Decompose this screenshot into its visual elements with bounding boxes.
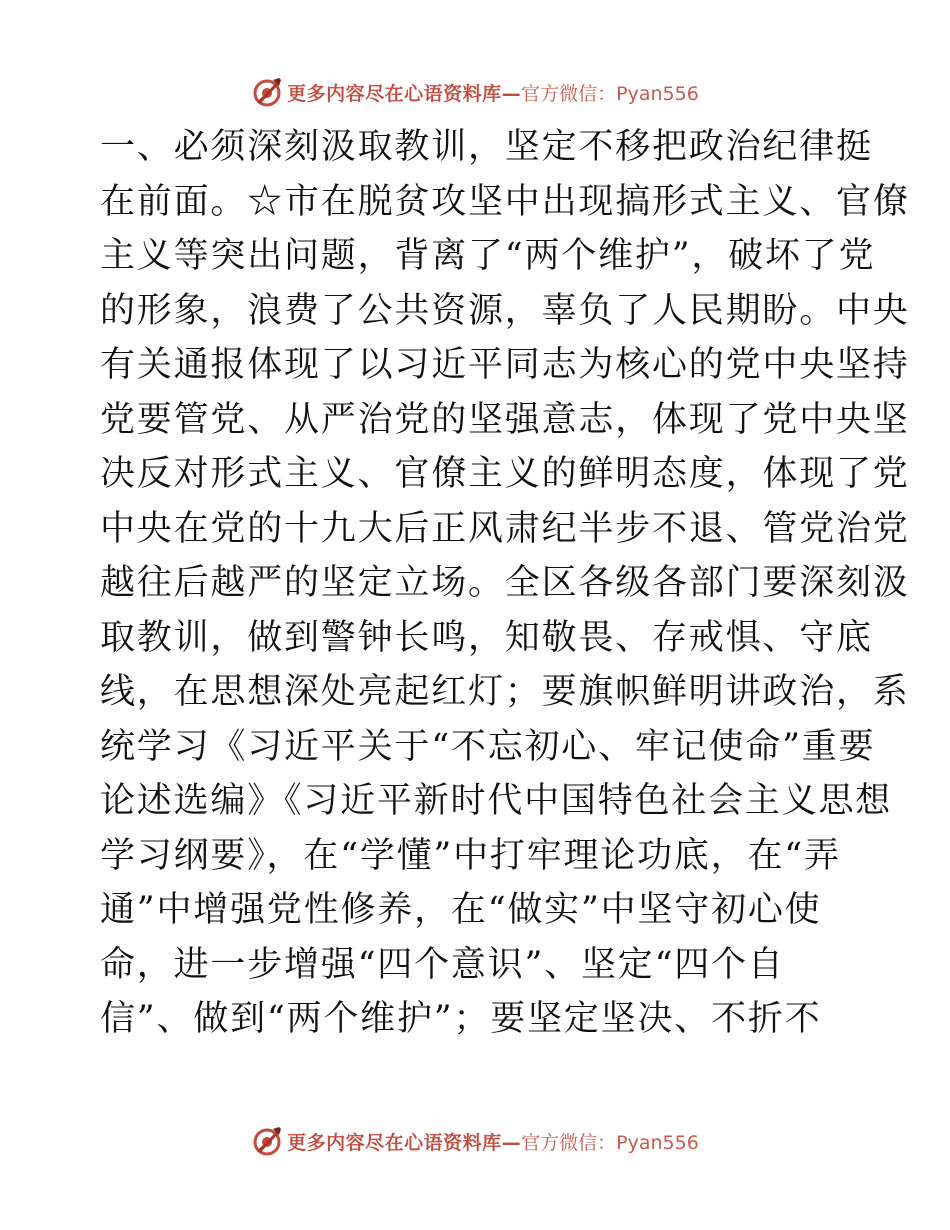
text-line: 论述选编》《习近平新时代中国特色社会主义思想 bbox=[100, 781, 893, 821]
text-line: 通”中增强党性修养，在“做实”中坚守初心使 bbox=[100, 890, 822, 930]
text-line: 决反对形式主义、官僚主义的鲜明态度，体现了党 bbox=[100, 454, 910, 494]
banner-slogan: 更多内容尽在心语资料库— bbox=[287, 82, 522, 105]
text-line: 主义等突出问题，背离了“两个维护”，破坏了党 bbox=[100, 236, 876, 276]
text-line: 取教训，做到警钟长鸣，知敬畏、存戒惧、守底 bbox=[100, 617, 873, 658]
banner-wechat-id: 官方微信：Pyan556 bbox=[521, 82, 699, 105]
text-line: 中央在党的十九大后正风肃纪半步不退、管党治党 bbox=[100, 508, 910, 549]
pen-logo-icon bbox=[251, 76, 283, 108]
document-body bbox=[100, 120, 910, 1047]
banner-slogan: 更多内容尽在心语资料库— bbox=[287, 1131, 522, 1154]
text-line: 在前面。☆市在脱贫攻坚中出现搞形式主义、官僚 bbox=[100, 181, 910, 222]
text-line: 有关通报体现了以习近平同志为核心的党中央坚持 bbox=[100, 345, 910, 385]
text-line: 信”、做到“两个维护”；要坚定坚决、不折不 bbox=[100, 999, 822, 1039]
text-line: 党要管党、从严治党的坚强意志，体现了党中央坚 bbox=[100, 399, 910, 440]
text-line: 线，在思想深处亮起红灯；要旗帜鲜明讲政治，系 bbox=[100, 672, 910, 712]
pen-logo-icon bbox=[251, 1125, 283, 1157]
text-line: 的形象，浪费了公共资源，辜负了人民期盼。中央 bbox=[100, 290, 910, 331]
banner-wechat-id: 官方微信：Pyan556 bbox=[521, 1131, 699, 1154]
text-line: 一、必须深刻汲取教训，坚定不移把政治纪律挺 bbox=[100, 127, 873, 167]
text-line: 学习纲要》，在“学懂”中打牢理论功底，在“弄 bbox=[100, 835, 841, 876]
footer-banner bbox=[0, 1121, 950, 1161]
text-line: 越往后越严的坚定立场。全区各级各部门要深刻汲 bbox=[100, 563, 910, 603]
header-banner bbox=[0, 72, 950, 112]
text-line: 统学习《习近平关于“不忘初心、牢记使命”重要 bbox=[100, 726, 876, 767]
text-line: 命，进一步增强“四个意识”、坚定“四个自 bbox=[100, 944, 785, 985]
